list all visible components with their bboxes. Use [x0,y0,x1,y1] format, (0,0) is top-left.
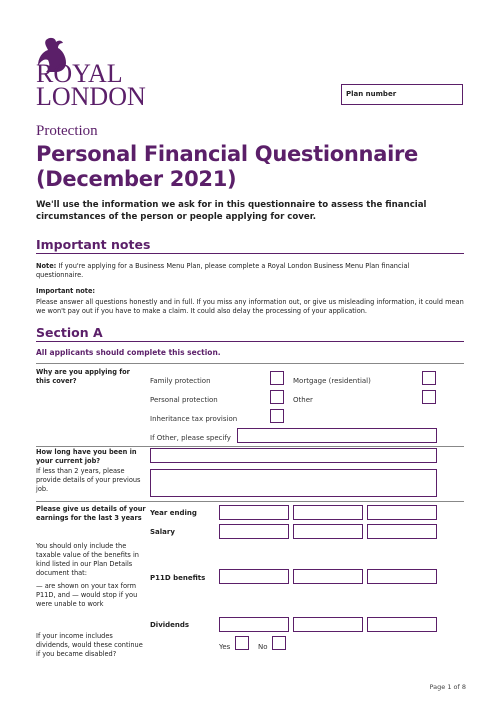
option-specify-label: If Other, please specify [150,434,231,442]
family-protection-checkbox[interactable] [270,371,284,385]
q-job-length-help: If less than 2 years, please provide details of your previous job. [36,467,141,493]
divider [36,363,464,364]
year-ending-2-input[interactable] [293,505,363,520]
important-notes-heading: Important notes [36,237,151,252]
important-note-text: Please answer all questions honestly and in full. If you miss any information out, or give us misleading information, it could mean we won't pay out if you have to make a claim. It could also delay the processing of your application. [36,298,464,315]
year-ending-1-input[interactable] [219,505,289,520]
year-ending-3-input[interactable] [367,505,437,520]
no-label: No [258,643,268,651]
other-checkbox[interactable] [422,390,436,404]
salary-3-input[interactable] [367,524,437,539]
q-dividends-help: If your income includes dividends, would these continue if you became disabled? [36,632,143,658]
option-inheritance-label: Inheritance tax provision [150,415,238,423]
option-family-label: Family protection [150,377,211,385]
inheritance-checkbox[interactable] [270,409,284,423]
yes-label: Yes [219,643,231,651]
mortgage-checkbox[interactable] [422,371,436,385]
page-number: Page 1 of 8 [429,683,466,691]
q-job-length-label: How long have you been in your current job? [36,448,137,465]
plan-number-label: Plan number [346,90,397,98]
logo-line1: ROYAL [36,59,123,88]
dividends-3-input[interactable] [367,617,437,632]
q-reason-label: Why are you applying for this cover? [36,368,130,385]
section-a-subheading: All applicants should complete this section. [36,348,221,357]
section-a-heading: Section A [36,325,103,340]
intro-text: We'll use the information we ask for in this questionnaire to assess the financial circumstances of the person or people applying for cover. [36,200,427,222]
p11d-2-input[interactable] [293,569,363,584]
job-length-input[interactable] [150,448,437,463]
option-mortgage-label: Mortgage (residential) [293,377,371,385]
year-ending-label: Year ending [150,509,197,517]
dividends-2-input[interactable] [293,617,363,632]
other-specify-input[interactable] [237,428,437,443]
option-other-label: Other [293,396,313,404]
option-personal-label: Personal protection [150,396,218,404]
personal-protection-checkbox[interactable] [270,390,284,404]
q-earnings-label: Please give us details of your earnings for the last 3 years [36,505,146,522]
protection-label: Protection [36,123,98,139]
salary-1-input[interactable] [219,524,289,539]
dividends-yes-checkbox[interactable] [235,636,249,650]
page-title: Personal Financial Questionnaire (December 2021) [36,142,418,191]
dividends-label: Dividends [150,621,190,629]
important-note-label: Important note: [36,287,96,295]
dividends-no-checkbox[interactable] [272,636,286,650]
q-earnings-help2: — are shown on your tax form P11D, and — would stop if you were unable to work [36,582,138,608]
q-earnings-help: You should only include the taxable value of the benefits in kind listed in our Plan Details document that: [36,542,139,577]
salary-label: Salary [150,528,175,536]
divider [36,501,464,502]
p11d-3-input[interactable] [367,569,437,584]
p11d-label: P11D benefits [150,574,206,582]
salary-2-input[interactable] [293,524,363,539]
divider [36,446,464,447]
note-text: Note: If you're applying for a Business Menu Plan, please complete a Royal London Business Menu Plan financial questionnaire. [36,262,410,279]
p11d-1-input[interactable] [219,569,289,584]
logo-line2: LONDON [36,82,146,111]
previous-job-input[interactable] [150,469,437,497]
dividends-1-input[interactable] [219,617,289,632]
divider [36,341,464,342]
divider [36,253,464,254]
